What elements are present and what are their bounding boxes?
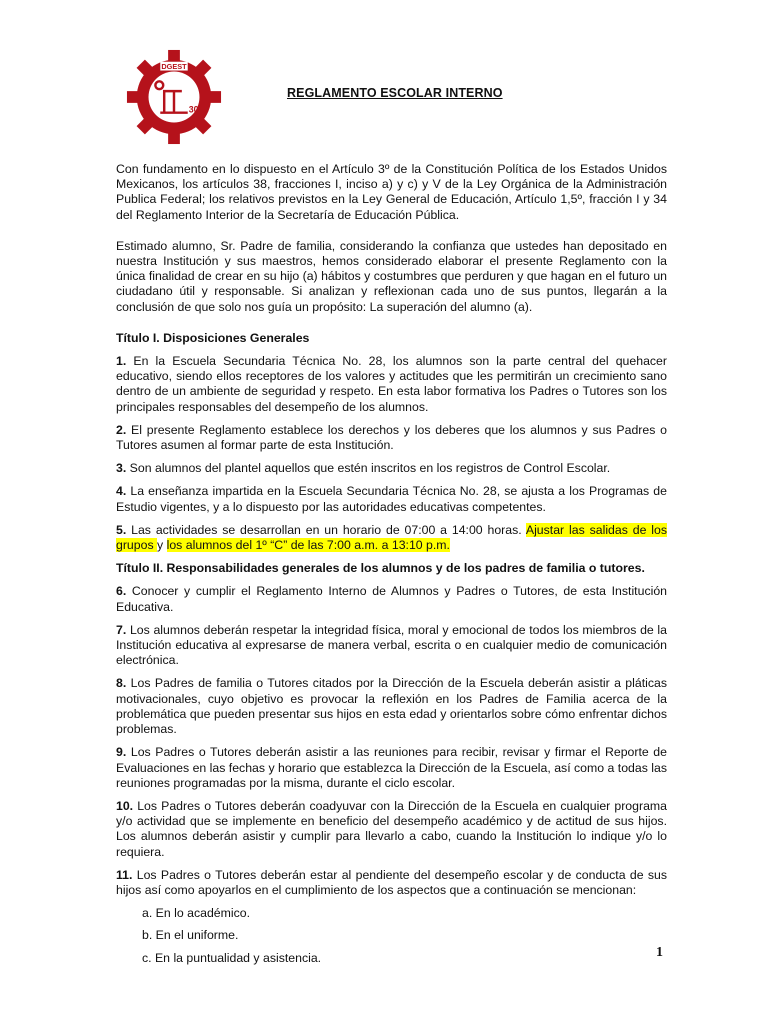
highlighted-text: los alumnos del 1º “C” de las 7:00 a.m. a 13:10 p.m. [166, 538, 450, 553]
intro-paragraph: Estimado alumno, Sr. Padre de familia, considerando la confianza que ustedes han depositado en nuestra Institución y sus maestros, hemos considerado elaborar el presente Reglamento con la única finalidad de crear en su hijo (a) hábitos y costumbres que perduren y que hagan en el futuro un ciudadano útil y responsable. Si analizan y reflexionan cada uno de sus puntos, llegarán a la conclusión de que solo nos guía un propósito: La superación del alumno (a). [116, 238, 667, 314]
section-heading: Título II. Responsabilidades generales de los alumnos y de los padres de familia o tutores. [116, 561, 645, 576]
svg-text:DGEST: DGEST [161, 62, 187, 72]
article-1: 1. En la Escuela Secundaria Técnica No. 28, los alumnos son la parte central del quehacer educativo, siendo ellos receptores de los valores y actitudes que les permitirán un crecimiento sano dentro de un ambiente de seguridad y respeto. En esta labor formativa los Padres o Tutores son los principales responsables del desempeño de los alumnos. [116, 354, 667, 414]
article-7: 7. Los alumnos deberán respetar la integridad física, moral y emocional de todos los miembros de la Institución educativa al expresarse de manera verbal, escrita o en cualquier medio de comunicación electrónica. [116, 622, 667, 668]
page-number: 1 [656, 945, 663, 960]
article-8: 8. Los Padres de familia o Tutores citados por la Dirección de la Escuela deberán asistir a pláticas motivacionales, cuyo objetivo es provocar la reflexión en los Padres de Familia acerca de la problemática que pueden presentar sus hijos en esta edad y orientarlos sobre cómo enfrentar dichos problemas. [116, 676, 667, 737]
article-6: 6. Conocer y cumplir el Reglamento Interno de Alumnos y Padres o Tutores, de esta Institución Educativa. [116, 584, 667, 614]
document-body [116, 162, 667, 973]
highlighted-text: Ajustar las salidas de los grupos [116, 522, 667, 553]
svg-text:30: 30 [188, 104, 199, 115]
article-2: 2. El presente Reglamento establece los derechos y los deberes que los alumnos y sus Padres o Tutores asumen al formar parte de esta Institución. [116, 422, 667, 453]
article-10: 10. Los Padres o Tutores deberán coadyuvar con la Dirección de la Escuela en cualquier programa y/o actividad que se implemente en beneficio del desempeño académico y de actitud de sus hijos. Los alumnos deberán asistir y cumplir para llevarlo a cabo, cuando la Institución lo indique y/o lo requiera. [116, 798, 667, 859]
article-5: 5. Las actividades se desarrollan en un horario de 07:00 a 14:00 horas. Ajustar las salidas de los grupos y los alumnos del 1º “C” de las 7:00 a.m. a 13:10 p.m. [116, 522, 667, 553]
list-item: a. En lo académico. [142, 906, 251, 921]
article-11: 11. Los Padres o Tutores deberán estar al pendiente del desempeño escolar y de conducta de sus hijos así como apoyarlos en el cumplimiento de los aspectos que a continuación se mencionan: [116, 867, 667, 897]
list-item: b. En el uniforme. [142, 928, 239, 943]
section-heading: Título I. Disposiciones Generales [116, 330, 310, 345]
article-3: 3. Son alumnos del plantel aquellos que estén inscritos en los registros de Control Escolar. [116, 461, 611, 476]
school-logo [124, 48, 224, 146]
list-item: c. En la puntualidad y asistencia. [142, 950, 322, 965]
article-4: 4. La enseñanza impartida en la Escuela Secundaria Técnica No. 28, se ajusta a los Programas de Estudio vigentes, y a lo dispuesto por las autoridades educativas competentes. [116, 484, 667, 514]
intro-paragraph: Con fundamento en lo dispuesto en el Artículo 3º de la Constitución Política de los Estados Unidos Mexicanos, los artículos 38, fracciones I, inciso a) y c) y V de la Ley Orgánica de la Administración Publica Federal; los relativos previstos en la Ley General de Educación, Artículo 1,5º, fracción I y 34 del Reglamento Interior de la Secretaría de Educación Pública. [116, 162, 667, 222]
document-title: REGLAMENTO ESCOLAR INTERNO [287, 86, 503, 100]
article-9: 9. Los Padres o Tutores deberán asistir a las reuniones para recibir, revisar y firmar el Reporte de Evaluaciones en las fechas y horario que establezca la Dirección de la Escuela, así como a todas las reuniones programadas por la misma, durante el ciclo escolar. [116, 745, 667, 790]
